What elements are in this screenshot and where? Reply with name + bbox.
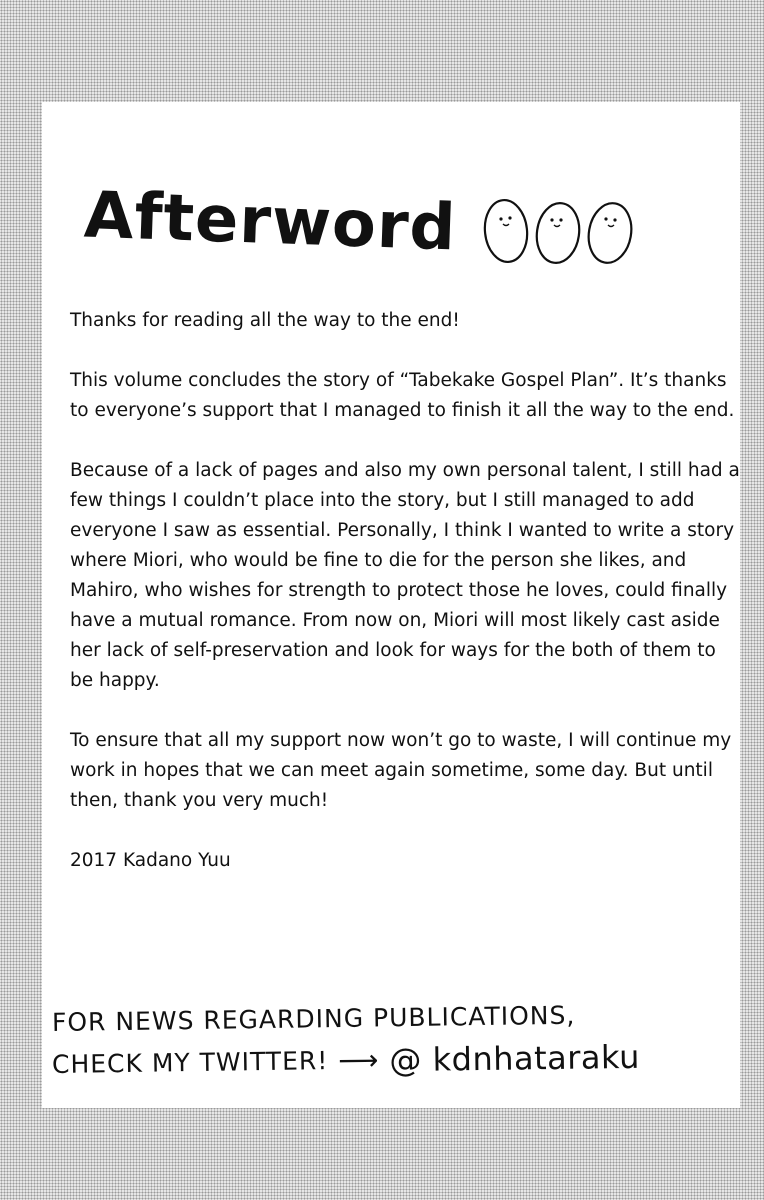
paragraph-conclusion: This volume concludes the story of “Tabekake Gospel Plan”. It’s thanks to everyone’s support that I managed to finish it all the way to the end. [70,370,735,421]
title-row [84,172,634,272]
paragraph-story-notes: Because of a lack of pages and also my own personal talent, I still had a few things I couldn’t place into the story, but I still managed to add everyone I saw as essential. Personally, I think I wanted to write a story where Miori, who would be fine to die for the person she likes, and Mahiro, who wishes for strength to protect those he loves, could finally have a mutual romance. From now on, Miori will most likely cast aside her lack of self-preservation and look for ways for the both of them to be happy. [70,460,740,691]
rice-grain-face-icon [586,193,634,265]
paragraph-thanks: Thanks for reading all the way to the end! [70,310,460,331]
rice-grain-group [482,193,634,265]
arrow-right-icon: ⟶ [338,1043,380,1078]
rice-grain-face-icon [534,193,582,265]
footer-line-twitter [52,1035,713,1086]
footer-twitter-text: CHECK MY TWITTER! [51,1046,329,1079]
page-title: Afterword [82,178,458,266]
footer-note [52,1002,712,1086]
twitter-handle: @ kdnhataraku [389,1037,641,1080]
rice-grain-face-icon [482,193,530,265]
afterword-body [70,306,740,906]
footer-line-news: FOR NEWS REGARDING PUBLICATIONS, [51,1000,576,1037]
signature: 2017 Kadano Yuu [70,850,231,871]
paragraph-closing: To ensure that all my support now won’t go to waste, I will continue my work in hopes that we can meet again sometime, some day. But until then, thank you very much! [70,730,732,811]
